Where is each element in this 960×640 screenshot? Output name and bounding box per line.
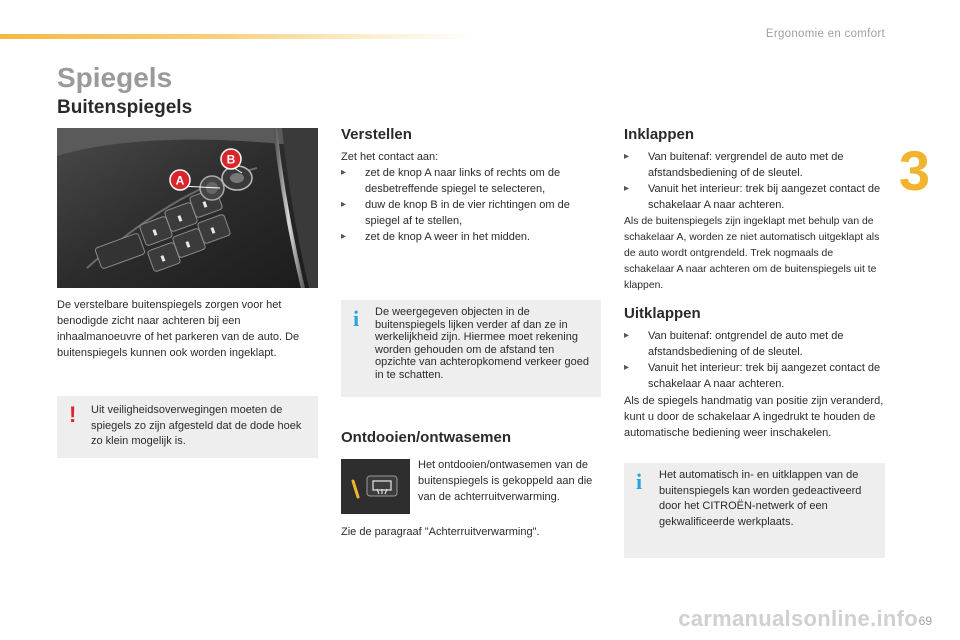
intro-paragraph: De verstelbare buitenspiegels zorgen voor het benodigde zicht naar achteren bij een inhaalmanoeuvre of het parkeren van de auto. De buitenspiegels kunnen ook worden ingeklapt. bbox=[57, 299, 300, 359]
list-item: ▸ Van buitenaf: ontgrendel de auto met de afstandsbediening of de sleutel. bbox=[624, 330, 844, 358]
page-number: 69 bbox=[918, 614, 932, 628]
page-title: Spiegels bbox=[57, 62, 173, 93]
bullet-icon: ▸ bbox=[624, 183, 630, 194]
info-box-distance bbox=[341, 300, 601, 397]
bullet-icon: ▸ bbox=[624, 362, 630, 373]
info-box-auto-fold bbox=[624, 463, 885, 558]
uitklappen-steps bbox=[624, 328, 884, 392]
uitklappen-heading: Uitklappen bbox=[624, 305, 701, 322]
chapter-number: 3 bbox=[898, 139, 930, 202]
defrost-description: Het ontdooien/ontwasemen van de buitenspiegels is gekoppeld aan die van de achterruitverwarming. bbox=[418, 459, 593, 503]
label-a-marker bbox=[170, 170, 190, 190]
ontdooien-heading: Ontdooien/ontwasemen bbox=[341, 429, 512, 446]
mirror-control-photo bbox=[57, 128, 318, 288]
bullet-icon: ▸ bbox=[341, 167, 347, 178]
inklappen-note: Als de buitenspiegels zijn ingeklapt met behulp van de schakelaar A, worden ze niet automatisch uitgeklapt als de auto wordt ontgrendeld. Trek nogmaals de schakelaar A naar achteren om de buitenspiegels uit te klappen. bbox=[624, 216, 880, 291]
info-text: Het automatisch in- en uitklappen van de buitenspiegels kan worden gedeactiveerd door het CITROËN-netwerk of een gekwalificeerde werkplaats. bbox=[659, 469, 862, 528]
svg-text:B: B bbox=[226, 152, 236, 167]
bullet-icon: ▸ bbox=[341, 231, 347, 242]
label-b-marker bbox=[221, 149, 241, 169]
list-item: ▸ Van buitenaf: vergrendel de auto met de afstandsbediening of de sleutel. bbox=[624, 151, 844, 179]
bullet-icon: ▸ bbox=[624, 151, 630, 162]
list-item: ▸ Vanuit het interieur: trek bij aangezet contact de schakelaar A naar achteren. bbox=[624, 183, 881, 211]
watermark: carmanualsonline.info bbox=[678, 606, 918, 631]
bullet-icon: ▸ bbox=[624, 330, 630, 341]
rear-defrost-icon bbox=[341, 459, 410, 514]
list-item: ▸ duw de knop B in de vier richtingen om de spiegel af te stellen, bbox=[341, 199, 570, 227]
defrost-button-photo bbox=[341, 459, 410, 514]
list-item: ▸ zet de knop A naar links of rechts om de desbetreffende spiegel te selecteren, bbox=[341, 167, 561, 195]
inklappen-steps bbox=[624, 149, 884, 213]
header-accent-bar bbox=[0, 34, 480, 39]
warning-text: Uit veiligheidsoverwegingen moeten de spiegels zo zijn afgesteld dat de dode hoek zo klein mogelijk is. bbox=[91, 404, 302, 447]
see-paragraph: Zie de paragraaf "Achterruitverwarming". bbox=[341, 526, 540, 538]
verstellen-heading: Verstellen bbox=[341, 126, 412, 143]
list-item: ▸ Vanuit het interieur: trek bij aangezet contact de schakelaar A naar achteren. bbox=[624, 362, 881, 390]
uitklappen-note: Als de spiegels handmatig van positie zijn veranderd, kunt u door de schakelaar A ingedrukt te houden de automatische bediening weer inschakelen. bbox=[624, 395, 884, 439]
inklappen-heading: Inklappen bbox=[624, 126, 695, 143]
section-header: Ergonomie en comfort bbox=[765, 28, 885, 40]
verstellen-steps bbox=[341, 165, 601, 245]
list-item: ▸ zet de knop A weer in het midden. bbox=[341, 231, 531, 243]
door-panel-illustration bbox=[57, 128, 318, 288]
page-subtitle: Buitenspiegels bbox=[57, 97, 193, 118]
exclamation-icon: ! bbox=[69, 402, 77, 427]
info-text: De weergegeven objecten in de buitenspiegels lijken verder af dan ze in werkelijkheid zijn. Hiermee moet rekening worden gehouden om de afstand ten opzichte van achteropkomend verkeer goed in te schatten. bbox=[375, 306, 590, 381]
bullet-icon: ▸ bbox=[341, 199, 347, 210]
warning-box bbox=[57, 396, 318, 458]
info-icon: i bbox=[353, 306, 360, 331]
info-icon: i bbox=[636, 469, 643, 494]
verstellen-intro: Zet het contact aan: bbox=[341, 151, 439, 163]
svg-text:A: A bbox=[175, 173, 185, 188]
